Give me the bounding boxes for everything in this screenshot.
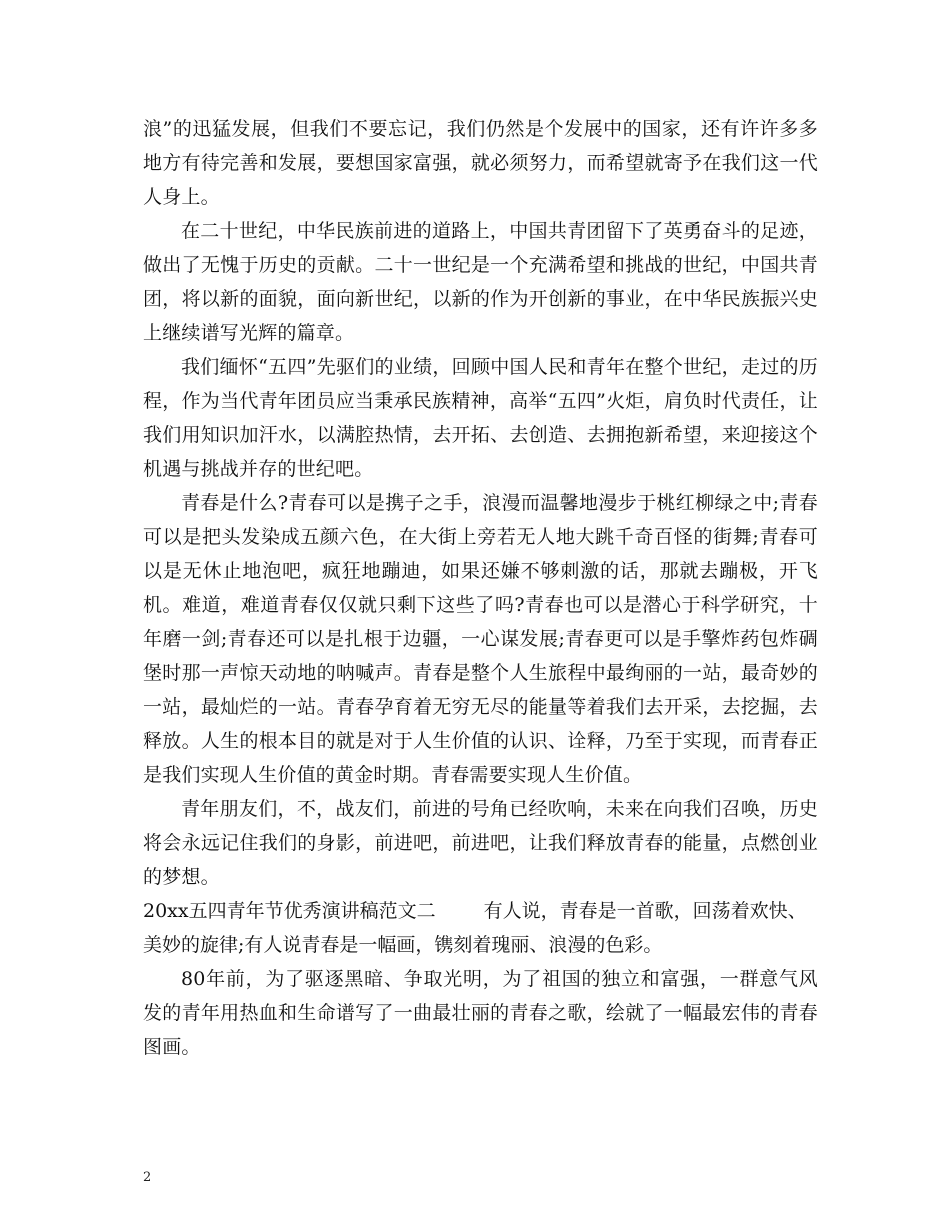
document-body [143, 112, 818, 1064]
paragraph-5: 青年朋友们，不，战友们，前进的号角已经吹响，未来在向我们召唤，历史将会永远记住我们的身影，前进吧，前进吧，让我们释放青春的能量，点燃创业的梦想。 [143, 798, 818, 888]
section-intro: 有人说，青春是一首歌，回荡着欢快、美妙的旋律;有人说青春是一幅画，镌刻着瑰丽、浪漫的色彩。 [143, 900, 807, 956]
closing-paragraph: 80年前，为了驱逐黑暗、争取光明，为了祖国的独立和富强，一群意气风发的青年用热血和生命谱写了一曲最壮丽的青春之歌，绘就了一幅最宏伟的青春图画。 [143, 968, 818, 1058]
paragraph-3: 我们缅怀“五四”先驱们的业绩，回顾中国人民和青年在整个世纪，走过的历程，作为当代青年团员应当秉承民族精神，高举“五四”火炬，肩负时代责任，让我们用知识加汗水，以满腔热情，去开拓、去创造、去拥抱新希望，来迎接这个机遇与挑战并存的世纪吧。 [143, 356, 818, 480]
section-heading-line [143, 894, 818, 962]
paragraph-4: 青春是什么?青春可以是携子之手，浪漫而温馨地漫步于桃红柳绿之中;青春可以是把头发染成五颜六色，在大街上旁若无人地大跳千奇百怪的街舞;青春可以是无休止地泡吧，疯狂地蹦迪，如果还嫌不够刺激的话，那就去蹦极，开飞机。难道，难道青春仅仅就只剩下这些了吗?青春也可以是潜心于科学研究，十年磨一剑;青春还可以是扎根于边疆，一心谋发展;青春更可以是手擎炸药包炸碉堡时那一声惊天动地的呐喊声。青春是整个人生旅程中最绚丽的一站，最奇妙的一站，最灿烂的一站。青春孕育着无穷无尽的能量等着我们去开采，去挖掘，去释放。人生的根本目的就是对于人生价值的认识、诠释，乃至于实现，而青春正是我们实现人生价值的黄金时期。青春需要实现人生价值。 [143, 492, 818, 786]
paragraph-1: 浪”的迅猛发展，但我们不要忘记，我们仍然是个发展中的国家，还有许许多多地方有待完善和发展，要想国家富强，就必须努力，而希望就寄予在我们这一代人身上。 [143, 118, 818, 208]
page-number: 2 [143, 1170, 152, 1185]
paragraph-2: 在二十世纪，中华民族前进的道路上，中国共青团留下了英勇奋斗的足迹，做出了无愧于历史的贡献。二十一世纪是一个充满希望和挑战的世纪，中国共青团，将以新的面貌，面向新世纪，以新的作为开创新的事业，在中华民族振兴史上继续谱写光辉的篇章。 [143, 220, 818, 344]
section-heading: 20xx五四青年节优秀演讲稿范文二 [143, 900, 436, 922]
